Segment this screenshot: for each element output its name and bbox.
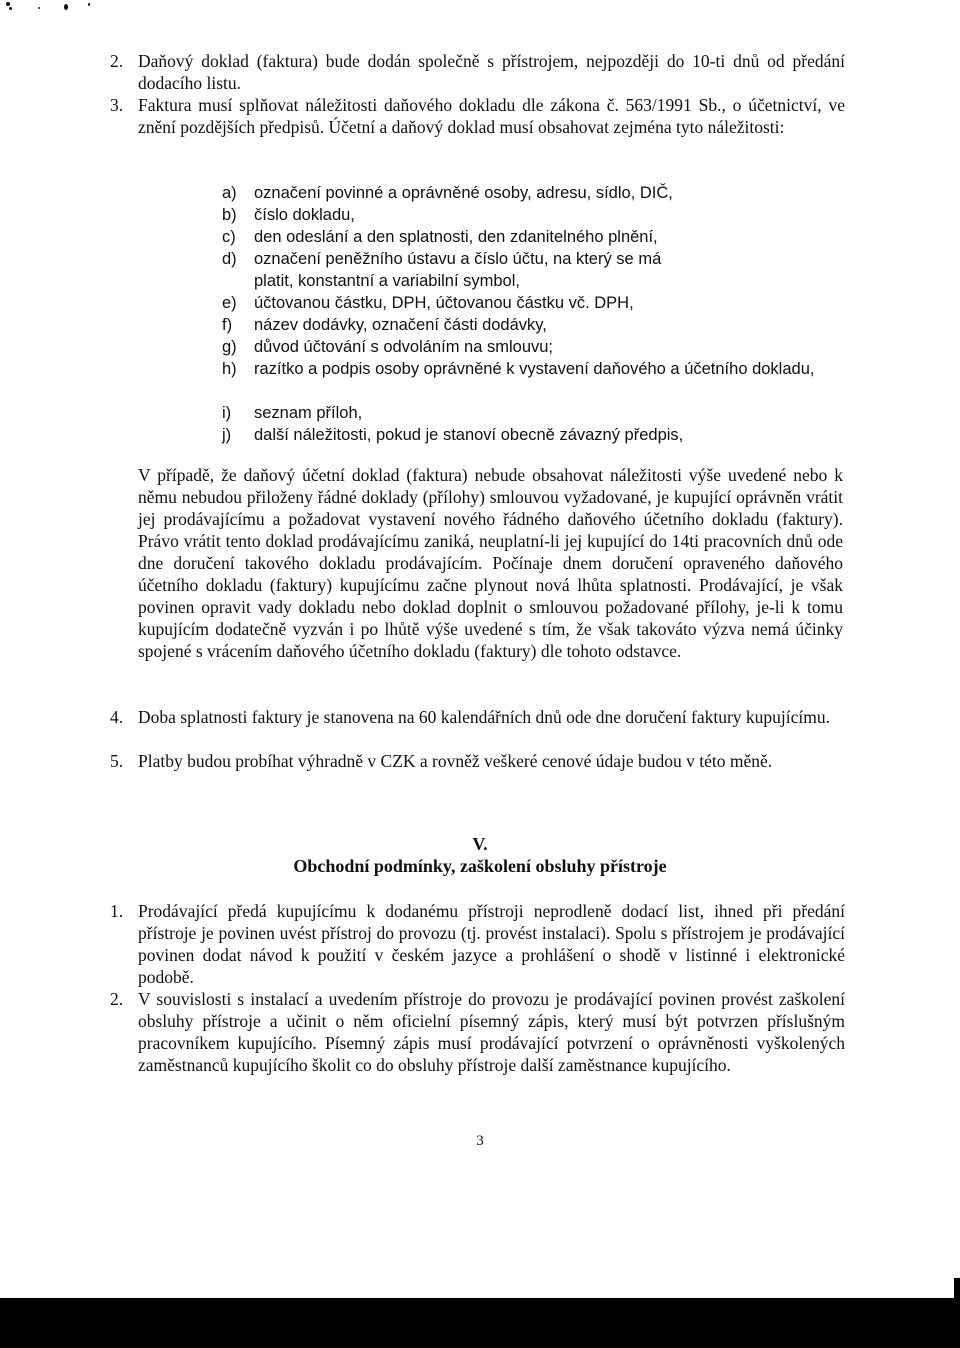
requirement-text: razítko a podpis osoby oprávněné k vystavení daňového a účetního dokladu, (254, 360, 815, 378)
requirement-item-d (222, 248, 702, 292)
requirement-item-a (222, 182, 847, 204)
requirement-letter: f) (222, 316, 233, 334)
clause-number: 1. (110, 901, 124, 921)
scan-specks (6, 0, 116, 14)
requirement-letter: j) (222, 426, 232, 444)
page-number: 3 (476, 1133, 484, 1149)
requirement-text: den odeslání a den splatnosti, den zdanitelného plnění, (254, 228, 658, 246)
clause-number: 2. (110, 989, 124, 1009)
requirement-item-h (222, 358, 847, 380)
clause-number: 3. (110, 95, 124, 115)
clause-text: V souvislosti s instalací a uvedením přístroje do provozu je prodávající povinen provést zaškolení obsluhy přístroje a učinit o něm oficielní písemný zápis, který musí být potvrzen příslušným pracovníkem kupujícího. Písemný zápis musí prodávající potvrzení o oprávněnosti vyškolených zaměstnanců kupujícího školit co do obsluhy přístroje další zaměstnance kupujícího. (138, 989, 845, 1075)
requirement-text: účtovanou částku, DPH, účtovanou částku vč. DPH, (254, 294, 634, 312)
payment-term-clause (110, 706, 845, 728)
training-clause (110, 988, 845, 1076)
invoice-return-paragraph: V případě, že daňový účetní doklad (faktura) nebude obsahovat náležitosti výše uvedené nebo k němu nebudou přiloženy řádné doklady (přílohy) smlouvou vyžadované, je kupující oprávněn vrátit jej prodávajícímu a požadovat vystavení nového řádného daňového účetního dokladu (faktury). Právo vrátit tento doklad prodávajícímu zaniká, neuplatní-li jej kupující do 14ti pracovních dnů ode dne doručení takového dokladu prodávajícím. Počínaje dnem doručení opraveného daňového účetního dokladu (faktury) kupujícímu začne plynout nová lhůta splatnosti. Prodávající, je však povinen opravit vady dokladu nebo doklad doplnit o smlouvou požadované přílohy, je-li k tomu kupujícím dodatečně vyzván i po lhůtě výše uvedené s tím, že však takováto výzva nemá účinky spojené s vrácením daňového účetního dokladu (faktury) dle tohoto odstavce. (138, 465, 843, 661)
clause-number: 4. (110, 707, 124, 727)
requirement-letter: d) (222, 250, 237, 268)
section-title: Obchodní podmínky, zaškolení obsluhy přístroje (293, 856, 667, 876)
requirement-letter: i) (222, 404, 232, 422)
clause-number: 5. (110, 751, 124, 771)
requirement-text: označení povinné a oprávněné osoby, adresu, sídlo, DIČ, (254, 184, 673, 202)
clause-number: 2. (110, 51, 124, 71)
requirement-letter: h) (222, 360, 237, 378)
clause-text: Daňový doklad (faktura) bude dodán společně s přístrojem, nejpozději do 10-ti dnů od předání dodacího listu. (138, 51, 845, 93)
clause-text: Prodávající předá kupujícímu k dodanému přístroji neprodleně dodací list, ihned při předání přístroje je povinen uvést přístroj do provozu (tj. provést instalaci). Spolu s přístrojem je prodávající povinen dodat návod k použití v českém jazyce a prohlášení o shodě v listinné i elektronické podobě. (138, 901, 845, 987)
clause-text: Platby budou probíhat výhradně v CZK a rovněž veškeré cenové údaje budou v této měně. (138, 751, 773, 771)
requirement-letter: e) (222, 294, 237, 312)
invoice-delivery-clause (110, 50, 845, 94)
requirement-text: název dodávky, označení části dodávky, (254, 316, 547, 334)
currency-clause (110, 750, 845, 772)
requirement-text: číslo dokladu, (254, 206, 355, 224)
requirement-letter: g) (222, 338, 237, 356)
requirement-text: další náležitosti, pokud je stanoví obecně závazný předpis, (254, 426, 684, 444)
requirement-item-c (222, 226, 847, 248)
requirement-text: důvod účtování s odvoláním na smlouvu; (254, 338, 554, 356)
requirement-letter: b) (222, 206, 237, 224)
requirement-item-i (222, 402, 847, 424)
requirement-item-e (222, 292, 847, 314)
requirement-text: označení peněžního ústavu a číslo účtu, na který se má platit, konstantní a variabilní symbol, (254, 250, 662, 290)
requirement-letter: a) (222, 184, 237, 202)
requirement-text: seznam příloh, (254, 404, 363, 422)
handover-clause (110, 900, 845, 988)
requirement-item-f (222, 314, 847, 336)
requirement-item-b (222, 204, 847, 226)
requirement-letter: c) (222, 228, 236, 246)
clause-text: Doba splatnosti faktury je stanovena na 60 kalendářních dnů ode dne doručení faktury kupujícímu. (138, 707, 831, 727)
scan-bottom-border (0, 1298, 960, 1348)
section-number: V. (472, 834, 488, 854)
clause-text: Faktura musí splňovat náležitosti daňového dokladu dle zákona č. 563/1991 Sb., o účetnictví, ve znění pozdějších předpisů. Účetní a daňový doklad musí obsahovat zejména tyto náležitosti: (138, 95, 845, 137)
requirement-item-g (222, 336, 847, 358)
invoice-requirements-clause (110, 94, 845, 138)
requirement-item-j (222, 424, 847, 446)
